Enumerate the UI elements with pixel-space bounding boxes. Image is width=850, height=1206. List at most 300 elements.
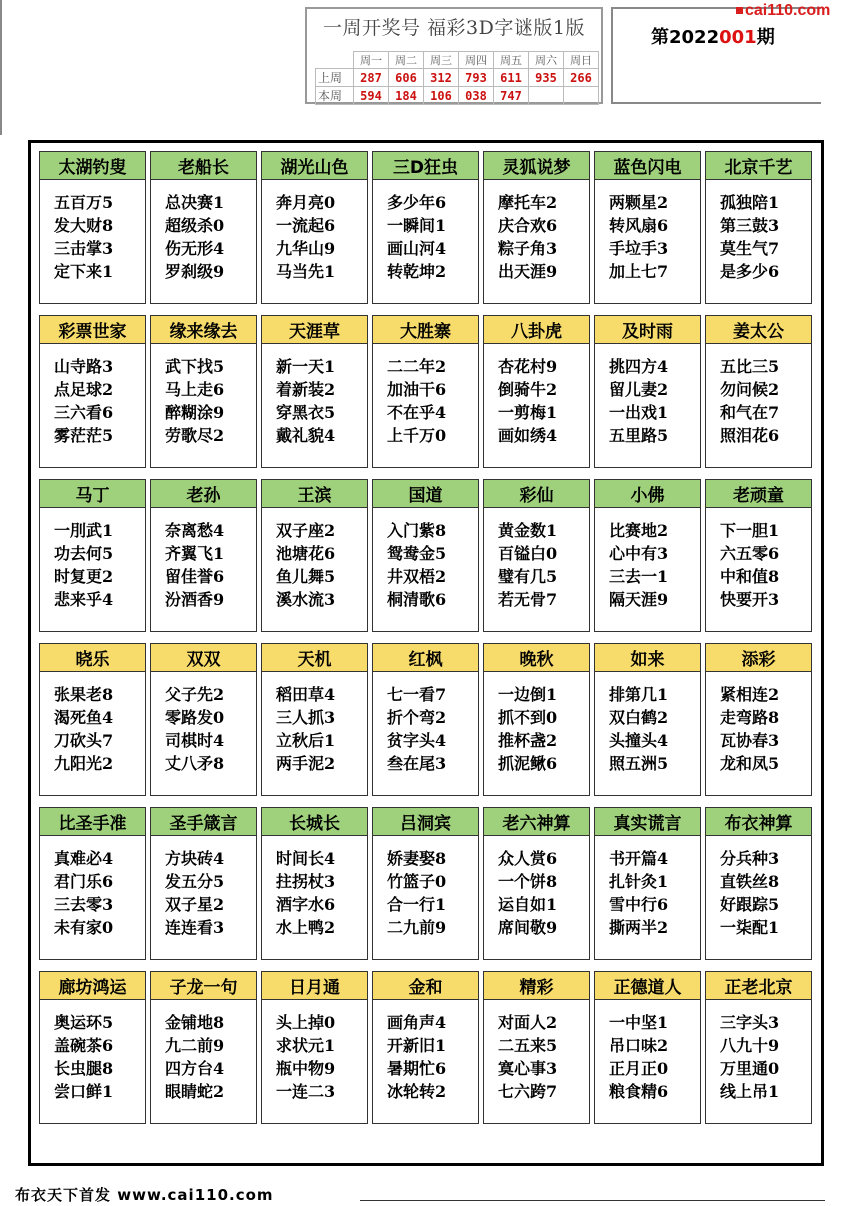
card-author-name: 日月通 [262,972,367,1000]
riddle-line: 九华山9 [276,239,336,258]
card-author-name: 老六神算 [484,808,589,836]
riddle-line: 吊口味2 [609,1036,669,1055]
riddle-card [261,807,368,960]
riddle-line: 超级杀0 [165,216,225,235]
riddle-line: 悲来乎4 [54,590,114,609]
riddle-line: 穿黑衣5 [276,403,336,422]
riddle-card [150,643,257,796]
riddle-card [372,151,479,304]
riddle-line: 入门紫8 [387,521,447,540]
riddle-card [705,151,812,304]
riddle-line: 上千万0 [387,426,447,445]
card-author-name: 三D狂虫 [373,152,478,180]
card-author-name: 小佛 [595,480,700,508]
last-week-label: 上周 [316,69,354,87]
riddle-card [594,971,701,1124]
riddle-line: 倒骑牛2 [498,380,558,399]
card-riddle-lines [54,1011,143,1103]
card-author-name: 真实谎言 [595,808,700,836]
riddle-line: 线上吊1 [720,1082,780,1101]
draw-number: 312 [424,69,459,87]
card-author-name: 天涯草 [262,316,367,344]
day-sat: 周六 [529,52,564,69]
issue-panel [611,7,821,104]
riddle-line: 璧有几5 [498,567,558,586]
riddle-card [705,643,812,796]
riddle-line: 刀砍头7 [54,731,114,750]
riddle-card [150,479,257,632]
card-riddle-lines [387,191,476,283]
riddle-line: 折个弯2 [387,708,447,727]
riddle-line: 寞心事3 [498,1059,558,1078]
riddle-line: 加上七7 [609,262,669,281]
riddle-line: 出天涯9 [498,262,558,281]
card-author-name: 姜太公 [706,316,811,344]
riddle-line: 两颗星2 [609,193,669,212]
riddle-line: 功去何5 [54,544,114,563]
riddle-line: 一连二3 [276,1082,336,1101]
card-author-name: 精彩 [484,972,589,1000]
riddle-grid-frame [28,140,824,1166]
card-riddle-lines [54,683,143,775]
card-riddle-lines [720,519,809,611]
riddle-line: 醉糊涂9 [165,403,225,422]
riddle-line: 挑四方4 [609,357,669,376]
riddle-line: 扎针灸1 [609,872,669,891]
riddle-line: 双子星2 [165,895,225,914]
footer-rule [360,1200,825,1201]
riddle-card [39,315,146,468]
riddle-line: 奈离愁4 [165,521,225,540]
riddle-line: 叁在尾3 [387,754,447,773]
riddle-card [372,971,479,1124]
card-riddle-lines [54,355,143,447]
riddle-line: 两手泥2 [276,754,336,773]
riddle-line: 雪中行6 [609,895,669,914]
riddle-line: 定下来1 [54,262,114,281]
card-riddle-lines [387,847,476,939]
card-riddle-lines [387,519,476,611]
riddle-line: 转乾坤2 [387,262,447,281]
weekly-draw-panel [305,7,603,104]
page-left-edge [0,0,2,135]
riddle-line: 分兵种3 [720,849,780,868]
riddle-line: 九二前9 [165,1036,225,1055]
card-riddle-lines [498,355,587,447]
riddle-card [150,151,257,304]
riddle-line: 劳歌尽2 [165,426,225,445]
day-tue: 周二 [389,52,424,69]
riddle-line: 心中有3 [609,544,669,563]
card-riddle-lines [276,1011,365,1103]
riddle-line: 隔天涯9 [609,590,669,609]
riddle-line: 对面人2 [498,1013,558,1032]
draw-number: 106 [424,87,459,105]
riddle-card [261,151,368,304]
card-riddle-lines [165,683,254,775]
riddle-line: 三人抓3 [276,708,336,727]
riddle-line: 一出戏1 [609,403,669,422]
riddle-card [483,807,590,960]
riddle-card [150,971,257,1124]
riddle-line: 尝口鲜1 [54,1082,114,1101]
riddle-line: 罗刹级9 [165,262,225,281]
riddle-line: 发大财8 [54,216,114,235]
riddle-line: 井双梧2 [387,567,447,586]
card-author-name: 子龙一句 [151,972,256,1000]
card-riddle-lines [387,683,476,775]
riddle-line: 照五洲5 [609,754,669,773]
riddle-line: 戴礼貌4 [276,426,336,445]
riddle-line: 留佳誉6 [165,567,225,586]
riddle-line: 撕两半2 [609,918,669,937]
riddle-line: 双子座2 [276,521,336,540]
riddle-line: 时间长4 [276,849,336,868]
riddle-line: 九阳光2 [54,754,114,773]
riddle-line: 一柒配1 [720,918,780,937]
card-riddle-lines [498,191,587,283]
riddle-card [372,807,479,960]
card-author-name: 如来 [595,644,700,672]
riddle-line: 五里路5 [609,426,669,445]
riddle-line: 庆合欢6 [498,216,558,235]
riddle-line: 鸳鸯金5 [387,544,447,563]
riddle-card [372,643,479,796]
day-mon: 周一 [354,52,389,69]
card-author-name: 添彩 [706,644,811,672]
card-riddle-lines [720,683,809,775]
riddle-line: 雾茫茫5 [54,426,114,445]
card-author-name: 北京千艺 [706,152,811,180]
riddle-line: 桐清歌6 [387,590,447,609]
card-riddle-lines [498,1011,587,1103]
riddle-line: 山寺路3 [54,357,114,376]
riddle-line: 头上掉0 [276,1013,336,1032]
riddle-line: 三去一1 [609,567,669,586]
riddle-line: 池塘花6 [276,544,336,563]
riddle-line: 溪水流3 [276,590,336,609]
this-week-row [316,87,599,105]
card-author-name: 双双 [151,644,256,672]
riddle-line: 奔月亮0 [276,193,336,212]
riddle-line: 照泪花6 [720,426,780,445]
riddle-line: 张果老8 [54,685,114,704]
riddle-line: 好跟踪5 [720,895,780,914]
riddle-line: 画如绣4 [498,426,558,445]
riddle-line: 抓泥鳅6 [498,754,558,773]
card-author-name: 长城长 [262,808,367,836]
riddle-card [705,315,812,468]
riddle-line: 立秋后1 [276,731,336,750]
riddle-card [483,971,590,1124]
logo-dot-icon [736,7,743,14]
draw-number: 611 [494,69,529,87]
card-riddle-lines [54,519,143,611]
riddle-line: 渴死鱼4 [54,708,114,727]
day-header-row [316,52,599,69]
riddle-line: 汾酒香9 [165,590,225,609]
riddle-line: 中和值8 [720,567,780,586]
riddle-line: 一流起6 [276,216,336,235]
card-riddle-lines [165,355,254,447]
riddle-line: 三击掌3 [54,239,114,258]
riddle-line: 酒字水6 [276,895,336,914]
riddle-line: 君门乐6 [54,872,114,891]
card-author-name: 老船长 [151,152,256,180]
riddle-line: 一中坚1 [609,1013,669,1032]
card-author-name: 及时雨 [595,316,700,344]
riddle-line: 总决赛1 [165,193,225,212]
riddle-line: 奥运环5 [54,1013,114,1032]
last-week-row [316,69,599,87]
riddle-line: 抓不到0 [498,708,558,727]
riddle-card [705,971,812,1124]
riddle-line: 画山河4 [387,239,447,258]
riddle-line: 双白鹤2 [609,708,669,727]
riddle-line: 若无骨7 [498,590,558,609]
riddle-line: 未有家0 [54,918,114,937]
riddle-card [261,479,368,632]
riddle-line: 头撞头4 [609,731,669,750]
riddle-line: 走弯路8 [720,708,780,727]
riddle-line: 多少年6 [387,193,447,212]
riddle-line: 孤独陪1 [720,193,780,212]
riddle-line: 一个饼8 [498,872,558,891]
riddle-line: 手垃手3 [609,239,669,258]
riddle-line: 一刖武1 [54,521,114,540]
riddle-line: 三六看6 [54,403,114,422]
riddle-line: 竹篮子0 [387,872,447,891]
riddle-line: 下一胆1 [720,521,780,540]
riddle-line: 排第几1 [609,685,669,704]
card-riddle-lines [720,191,809,283]
card-riddle-lines [498,519,587,611]
riddle-line: 盖碗茶6 [54,1036,114,1055]
draw-number: 793 [459,69,494,87]
card-riddle-lines [498,847,587,939]
draw-number: 184 [389,87,424,105]
card-riddle-lines [720,355,809,447]
draw-number: 266 [564,69,599,87]
riddle-line: 父子先2 [165,685,225,704]
riddle-line: 二二年2 [387,357,447,376]
riddle-card [372,315,479,468]
riddle-line: 不在乎4 [387,403,447,422]
riddle-line: 莫生气7 [720,239,780,258]
card-riddle-lines [387,1011,476,1103]
riddle-line: 马上走6 [165,380,225,399]
riddle-line: 运自如1 [498,895,558,914]
riddle-line: 和气在7 [720,403,780,422]
card-author-name: 彩票世家 [40,316,145,344]
riddle-line: 直铁丝8 [720,872,780,891]
riddle-line: 正月正0 [609,1059,669,1078]
draw-number [564,87,599,105]
riddle-line: 贫字头4 [387,731,447,750]
card-author-name: 太湖钓叟 [40,152,145,180]
riddle-line: 一剪梅1 [498,403,558,422]
riddle-line: 一瞬间1 [387,216,447,235]
card-riddle-lines [54,847,143,939]
riddle-line: 摩托车2 [498,193,558,212]
riddle-line: 杏花村9 [498,357,558,376]
this-week-label: 本周 [316,87,354,105]
riddle-line: 比赛地2 [609,521,669,540]
card-riddle-lines [609,683,698,775]
riddle-line: 合一行1 [387,895,447,914]
riddle-line: 开新旧1 [387,1036,447,1055]
card-author-name: 比圣手准 [40,808,145,836]
riddle-line: 五比三5 [720,357,780,376]
riddle-line: 冰轮转2 [387,1082,447,1101]
card-riddle-lines [276,355,365,447]
card-author-name: 王滨 [262,480,367,508]
riddle-line: 四方台4 [165,1059,225,1078]
card-author-name: 大胜寨 [373,316,478,344]
card-author-name: 蓝色闪电 [595,152,700,180]
riddle-line: 着新装2 [276,380,336,399]
riddle-line: 求状元1 [276,1036,336,1055]
card-riddle-lines [165,191,254,283]
day-sun: 周日 [564,52,599,69]
riddle-card [39,971,146,1124]
riddle-card [594,807,701,960]
draw-number: 606 [389,69,424,87]
panel-title: 一周开奖号 福彩3D字谜版1版 [323,17,585,39]
day-wed: 周三 [424,52,459,69]
riddle-card [261,315,368,468]
riddle-line: 书开篇4 [609,849,669,868]
card-author-name: 廊坊鸿运 [40,972,145,1000]
draw-number [529,87,564,105]
draw-number: 594 [354,87,389,105]
riddle-line: 眼睛蛇2 [165,1082,225,1101]
riddle-line: 武下找5 [165,357,225,376]
weekly-draw-table [315,51,599,105]
riddle-line: 第三鼓3 [720,216,780,235]
card-riddle-lines [609,355,698,447]
riddle-line: 黄金数1 [498,521,558,540]
riddle-line: 丈八矛8 [165,754,225,773]
riddle-line: 连连看3 [165,918,225,937]
riddle-card [483,151,590,304]
riddle-line: 五百万5 [54,193,114,212]
card-author-name: 天机 [262,644,367,672]
riddle-line: 勿问候2 [720,380,780,399]
card-author-name: 晚秋 [484,644,589,672]
riddle-line: 粮食精6 [609,1082,669,1101]
card-riddle-lines [165,847,254,939]
riddle-line: 拄拐杖3 [276,872,336,891]
riddle-line: 齐翼飞1 [165,544,225,563]
riddle-line: 六五零6 [720,544,780,563]
card-riddle-lines [276,191,365,283]
riddle-line: 司棋时4 [165,731,225,750]
card-riddle-lines [498,683,587,775]
riddle-line: 画角声4 [387,1013,447,1032]
card-author-name: 正德道人 [595,972,700,1000]
riddle-card [705,807,812,960]
riddle-line: 金铺地8 [165,1013,225,1032]
card-author-name: 湖光山色 [262,152,367,180]
riddle-card [594,315,701,468]
riddle-line: 点足球2 [54,380,114,399]
card-author-name: 红枫 [373,644,478,672]
riddle-card [39,807,146,960]
riddle-card [261,971,368,1124]
card-riddle-lines [720,847,809,939]
day-thu: 周四 [459,52,494,69]
riddle-line: 时复更2 [54,567,114,586]
riddle-line: 紧相连2 [720,685,780,704]
riddle-line: 娇妻娶8 [387,849,447,868]
riddle-line: 方块砖4 [165,849,225,868]
card-riddle-lines [165,519,254,611]
card-author-name: 老孙 [151,480,256,508]
riddle-line: 二五来5 [498,1036,558,1055]
riddle-line: 三字头3 [720,1013,780,1032]
riddle-line: 稻田草4 [276,685,336,704]
draw-number: 747 [494,87,529,105]
issue-number: 第2022001期 [651,27,775,48]
riddle-line: 二九前9 [387,918,447,937]
footer-credit: 布衣天下首发 www.cai110.com [15,1186,274,1204]
site-logo[interactable]: cai110.com [736,2,830,20]
card-riddle-lines [54,191,143,283]
card-riddle-lines [609,847,698,939]
riddle-line: 长虫腿8 [54,1059,114,1078]
card-author-name: 晓乐 [40,644,145,672]
riddle-line: 席间敬9 [498,918,558,937]
riddle-line: 瓶中物9 [276,1059,336,1078]
draw-number: 038 [459,87,494,105]
card-riddle-lines [276,519,365,611]
riddle-line: 新一天1 [276,357,336,376]
card-author-name: 灵狐说梦 [484,152,589,180]
riddle-card [483,315,590,468]
riddle-line: 暑期忙6 [387,1059,447,1078]
riddle-card [483,643,590,796]
card-author-name: 缘来缘去 [151,316,256,344]
riddle-line: 留儿妻2 [609,380,669,399]
riddle-line: 转风扇6 [609,216,669,235]
card-riddle-lines [165,1011,254,1103]
riddle-card [372,479,479,632]
riddle-line: 八九十9 [720,1036,780,1055]
day-fri: 周五 [494,52,529,69]
riddle-line: 粽子角3 [498,239,558,258]
riddle-line: 龙和凤5 [720,754,780,773]
riddle-line: 百镒白0 [498,544,558,563]
riddle-card [261,643,368,796]
riddle-card [705,479,812,632]
riddle-line: 瓦协春3 [720,731,780,750]
riddle-line: 零路发0 [165,708,225,727]
riddle-card [594,151,701,304]
riddle-line: 一边倒1 [498,685,558,704]
riddle-card [594,643,701,796]
riddle-card [39,151,146,304]
riddle-line: 三去零3 [54,895,114,914]
card-author-name: 马丁 [40,480,145,508]
draw-number: 935 [529,69,564,87]
card-riddle-lines [720,1011,809,1103]
draw-number: 287 [354,69,389,87]
card-author-name: 吕洞宾 [373,808,478,836]
riddle-line: 七六跨7 [498,1082,558,1101]
card-author-name: 国道 [373,480,478,508]
riddle-line: 真难必4 [54,849,114,868]
